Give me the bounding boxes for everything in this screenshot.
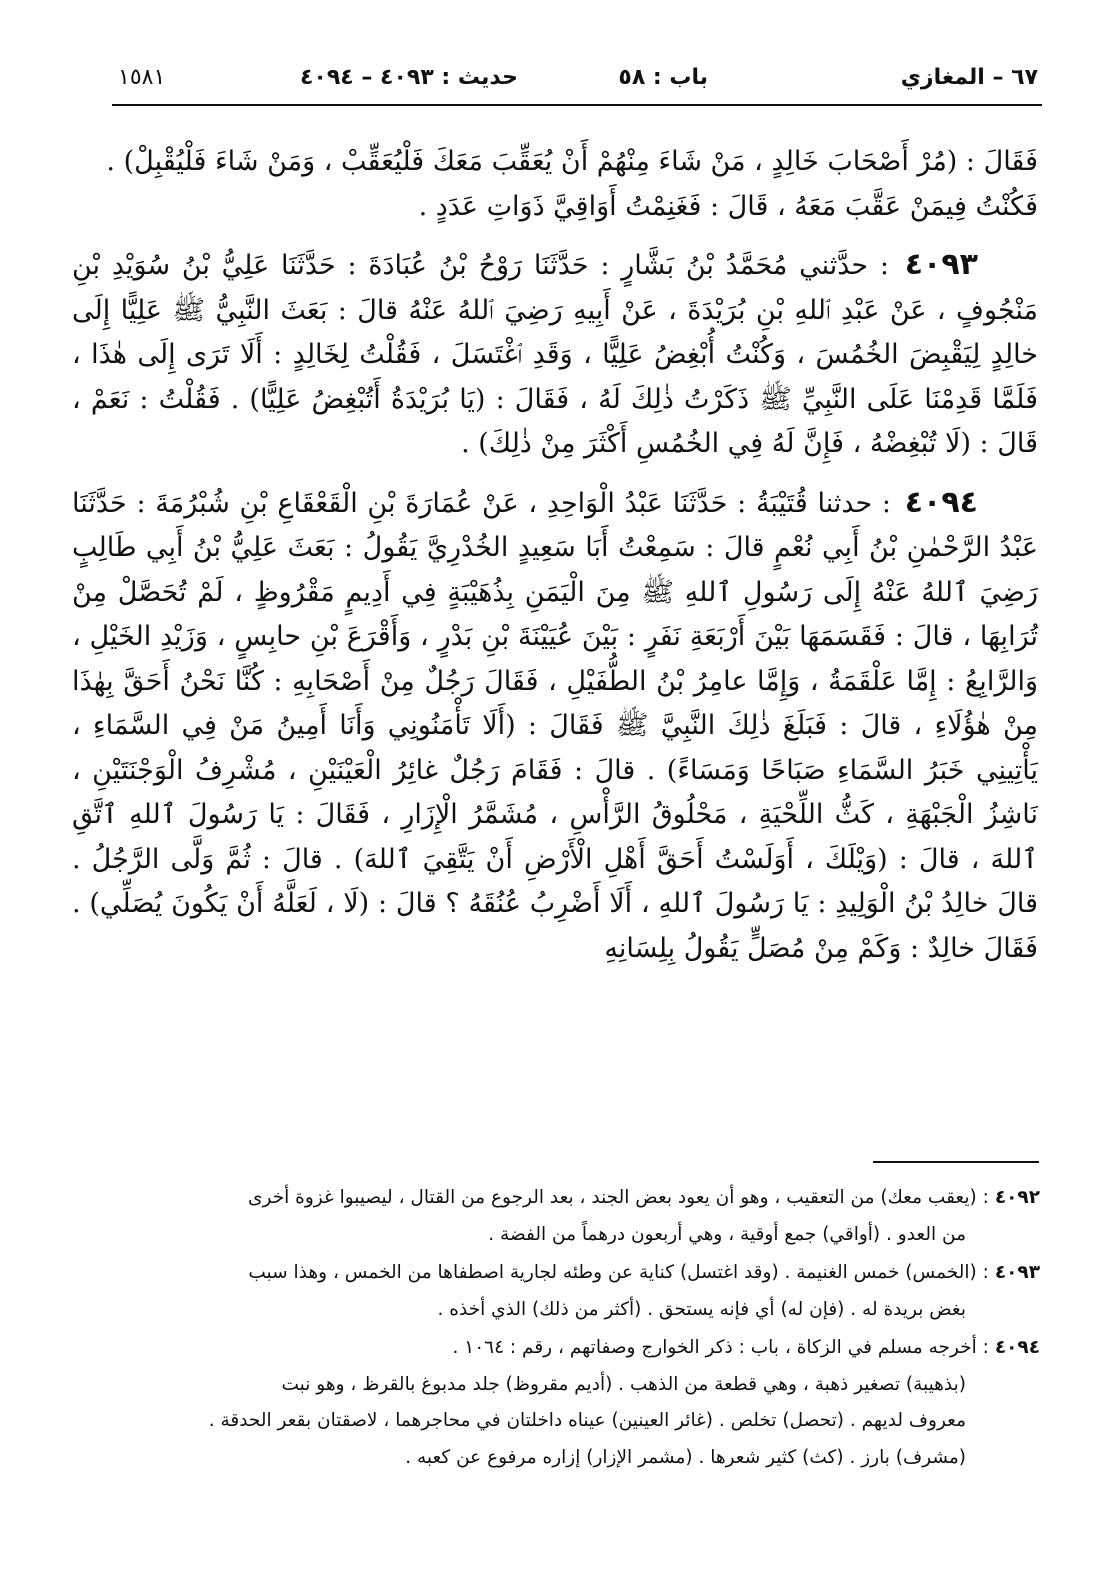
footnote-4092 [70,1180,1040,1253]
page-number: ١٥٨١ [118,65,166,90]
footnote-text: : (يعقب معك) من التعقيب ، وهو أن يعود بعض الجند ، بعد الرجوع من القتال ، ليصيبوا غزوة أخرى [248,1187,989,1208]
footnote-rule [873,1161,1039,1163]
hadith-4093 [72,243,1038,467]
bab-label: باب : ٥٨ [618,65,708,90]
intro-line: فَقَالَ : (مُرْ أَصْحَابَ خَالِدٍ ، مَنْ شَاءَ مِنْهُمْ أَنْ يُعَقِّبَ مَعَكَ فَلْيُعَقِّبْ ، وَمَنْ شَاءَ فَلْيُقْبِلْ) . [106,146,1038,177]
intro-line: فَكُنْتُ فِيمَنْ عَقَّبَ مَعَهُ ، قَالَ : فَغَنِمْتُ أَوَاقِيَّ ذَوَاتِ عَدَدٍ . [418,190,1038,222]
footnote-number: ٤٠٩٣ [994,1262,1040,1283]
hadith-number: ٤٠٩٣ [904,247,978,282]
footnote-number: ٤٠٩٤ [994,1337,1040,1358]
hadith-text: : حدثنا قُتَيْبَةُ : حَدَّثَنَا عَبْدُ الْوَاحِدِ ، عَنْ عُمَارَةَ بْنِ الْقَعْقَاعِ بْنِ شُبْرُمَةَ : حَدَّثَنَا عَبْدُ الرَّحْمٰنِ بْنُ أَبِي نُعْمٍ قالَ : سَمِعْتُ أَبَا سَعِيدٍ الخُدْرِيَّ يَقُولُ : بَعَثَ عَلِيُّ بْنُ أَبِي طَالِبٍ رَضِيَ ٱللهُ عَنْهُ إِلَى رَسُولِ ٱللهِ ﷺ مِنَ الْيَمَنِ بِذُهَيْبَةٍ فِي أَدِيمٍ مَقْرُوظٍ ، لَمْ تُحَصَّلْ مِنْ تُرَابِهَا ، قالَ : فَقَسَمَهَا بَيْنَ أَرْبَعَةِ نَفَرٍ : بَيْنَ عُيَيْنَةَ بْنِ بَدْرٍ ، وَأَقْرَعَ بْنِ حابِسٍ ، وَزَيْدِ الخَيْلِ ، وَالرَّابِعُ : إِمَّا عَلْقَمَةُ ، وَإِمَّا عامِرُ بْنُ الطُّفَيْلِ ، فَقَالَ رَجُلٌ مِنْ أَصْحَابِهِ : كُنَّا نَحْنُ أَحَقَّ بِهٰذَا مِنْ هٰؤُلَاءِ ، قالَ : فَبَلَغَ ذٰلِكَ النَّبِيَّ ﷺ فَقَالَ : (أَلَا تَأْمَنُونِي وَأَنَا أَمِينُ مَنْ فِي السَّمَاءِ ، يَأْتِينِي خَبَرُ السَّمَاءِ صَبَاحًا وَمَسَاءً) . قالَ : فَقَامَ رَجُلٌ غائِرُ الْعَيْنَيْنِ ، مُشْرِفُ الْوَجْنَتَيْنِ ، نَاشِزُ الْجَبْهَةِ ، كَثُّ اللِّحْيَةِ ، مَحْلُوقُ الرَّأْسِ ، مُشَمَّرُ الْإِزَارِ ، فَقَالَ : يَا رَسُولَ ٱللهِ ٱتَّقِ ٱللهَ ، قالَ : (وَيْلَكَ ، أَوَلَسْتُ أَحَقَّ أَهْلِ الْأَرْضِ أَنْ يَتَّقِيَ ٱللهَ) . قالَ : ثُمَّ وَلَّى الرَّجُلُ . قالَ خالِدُ بْنُ الْوَلِيدِ : يَا رَسُولَ ٱللهِ ، أَلَا أَضْرِبُ عُنُقَهُ ؟ قالَ : (لَا ، لَعَلَّهُ أَنْ يَكُونَ يُصَلِّي) . فَقَالَ خالِدٌ : وَكَمْ مِنْ مُصَلٍّ يَقُولُ بِلِسَانِهِ [72,487,1038,964]
footnote-line: من العدو . (أواقي) جمع أوقية ، وهي أربعون درهماً من الفضة . [488,1223,966,1245]
header-rule [112,104,1042,106]
main-text [72,140,1038,971]
footnote-line: (بذهيبة) تصغير ذهبة ، وهي قطعة من الذهب . (أديم مقروظ) جلد مدبوغ بالقرظ ، وهو نبت [281,1373,966,1395]
footnotes [70,1180,1040,1478]
hadith-number: ٤٠٩٤ [904,484,978,520]
footnote-number: ٤٠٩٢ [994,1187,1040,1208]
footnote-line [70,1255,1040,1292]
chapter-title: ٦٧ – المغازي [900,65,1038,90]
footnote-4093 [70,1255,1040,1328]
footnote-line [70,1180,1040,1217]
hadith-4094 [72,481,1038,972]
footnote-line: معروف لديهم . (تحصل) تخلص . (غائر العينين) عيناه داخلتان في محاجرهما ، لاصقتان بقعر الحدقة . [208,1410,966,1431]
footnote-line [70,1330,1040,1367]
hadith-text: : حدَّثني مُحَمَّدُ بْنُ بَشَّارٍ : حَدَّثَنَا رَوْحُ بْنُ عُبَادَةَ : حَدَّثَنَا عَلِيُّ بْنُ سُوَيْدِ بْنِ مَنْجُوفٍ ، عَنْ عَبْدِ ٱللهِ بْنِ بُرَيْدَةَ ، عَنْ أَبِيهِ رَضِيَ ٱللهُ عَنْهُ قالَ : بَعَثَ النَّبِيُّ ﷺ عَلِيًّا إِلَى خالِدٍ لِيَقْبِضَ الخُمُسَ ، وَكُنْتُ أُبْغِضُ عَلِيًّا ، وَقَدِ ٱغْتَسَلَ ، فَقُلْتُ لِخَالِدٍ : أَلَا تَرَى إِلَى هٰذَا ، فَلَمَّا قَدِمْنَا عَلَى النَّبِيِّ ﷺ ذَكَرْتُ ذٰلِكَ لَهُ ، فَقَالَ : (يَا بُرَيْدَةُ أَتُبْغِضُ عَلِيًّا) . فَقُلْتُ : نَعَمْ ، قَالَ : (لَا تُبْغِضْهُ ، فَإِنَّ لَهُ فِي الخُمُسِ أَكْثَرَ مِنْ ذٰلِكَ) . [72,250,1038,459]
hadith-range: حديث : ٤٠٩٣ – ٤٠٩٤ [300,65,518,90]
footnote-4094 [70,1330,1040,1476]
running-header [118,58,1038,98]
footnote-text: : (الخمس) خمس الغنيمة . (وقد اغتسل) كناية عن وطئه لجارية اصطفاها من الخمس ، وهذا سبب [248,1262,989,1283]
footnote-line: بغض بريدة له . (فإن له) أي فإنه يستحق . (أكثر من ذلك) الذي أخذه . [437,1298,966,1320]
footnote-line: (مشرف) بارز . (كث) كثير شعرها . (مشمر الإزار) إزاره مرفوع عن كعبه . [405,1446,966,1468]
footnote-text: : أخرجه مسلم في الزكاة ، باب : ذكر الخوارج وصفاتهم ، رقم : ١٠٦٤ . [452,1337,989,1358]
